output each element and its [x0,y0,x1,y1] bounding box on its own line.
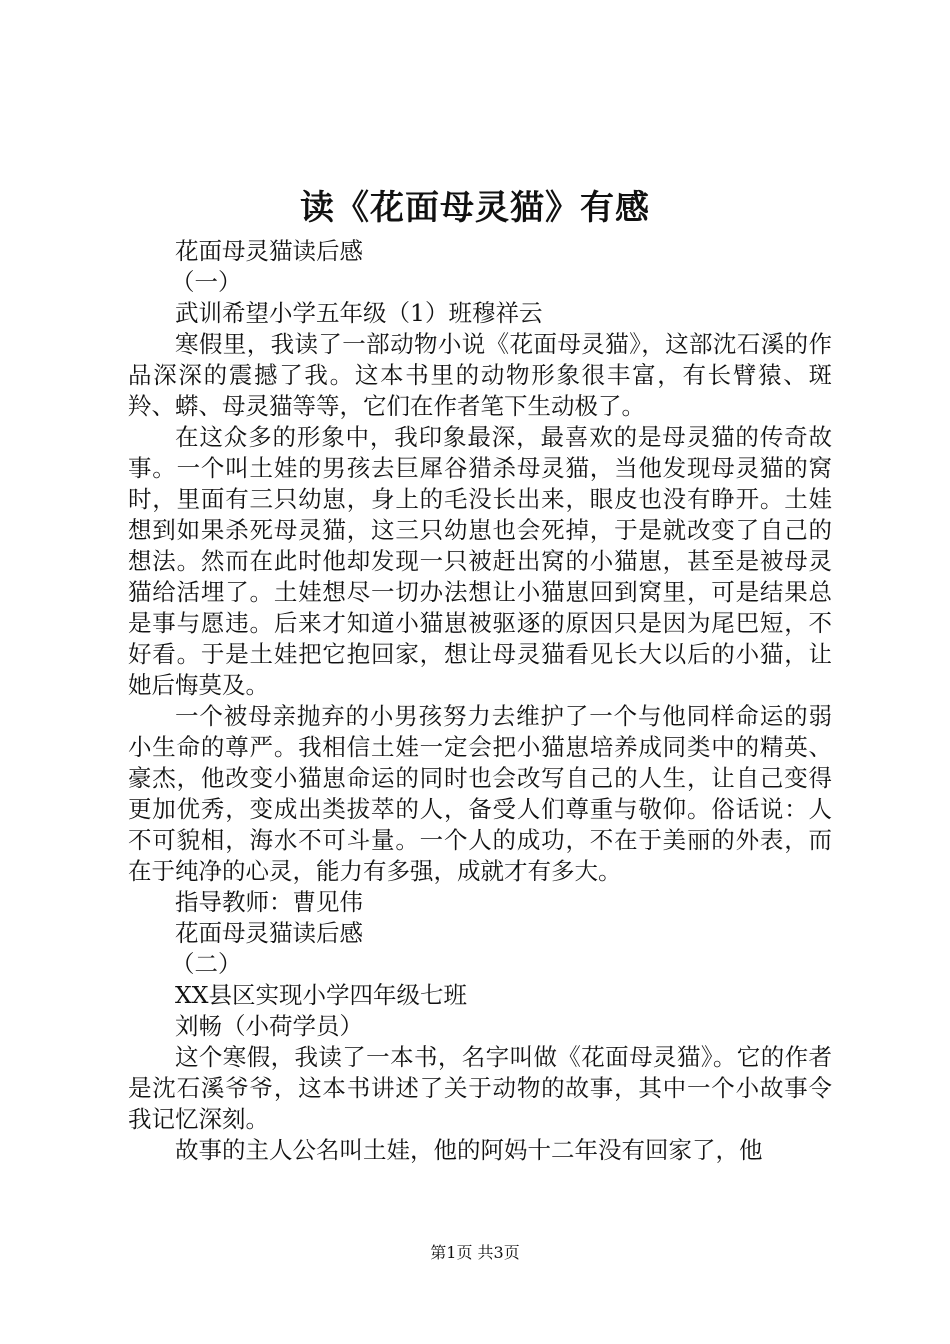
section2-heading: 花面母灵猫读后感 [175,919,363,947]
section2-school: XX县区实现小学四年级七班 [175,981,467,1009]
section2-number: （二） [171,950,242,978]
section1-paragraph-1: 寒假里，我读了一部动物小说《花面母灵猫》，这部沈石溪的作品深深的震撼了我。这本书里的动物形象很丰富，有长臂猿、斑羚、蟒、母灵猫等等，它们在作者笔下生动极了。 [128,330,832,420]
document-title: 读《花面母灵猫》有感 [300,188,650,228]
section1-teacher: 指导教师：曹见伟 [175,888,363,916]
page-footer: 第1页 共3页 [430,1243,520,1262]
section1-author: 武训希望小学五年级（1）班穆祥云 [175,299,543,327]
section1-number: （一） [171,268,242,296]
section1-paragraph-2: 在这众多的形象中，我印象最深，最喜欢的是母灵猫的传奇故事。一个叫土娃的男孩去巨犀谷猎杀母灵猫，当他发现母灵猫的窝时，里面有三只幼崽，身上的毛没长出来，眼皮也没有睁开。土娃想到如果杀死母灵猫，这三只幼崽也会死掉，于是就改变了自己的想法。然而在此时他却发现一只被赶出窝的小猫崽，甚至是被母灵猫给活埋了。土娃想尽一切办法想让小猫崽回到窝里，可是结果总是事与愿违。后来才知道小猫崽被驱逐的原因只是因为尾巴短，不好看。于是土娃把它抱回家，想让母灵猫看见长大以后的小猫，让她后悔莫及。 [128,423,832,699]
document-body [128,236,832,1166]
section2-paragraph-1: 这个寒假，我读了一本书，名字叫做《花面母灵猫》。它的作者是沈石溪爷爷，这本书讲述了关于动物的故事，其中一个小故事令我记忆深刻。 [128,1043,832,1133]
section2-author: 刘畅（小荷学员） [175,1012,363,1040]
section1-paragraph-3: 一个被母亲抛弃的小男孩努力去维护了一个与他同样命运的弱小生命的尊严。我相信土娃一定会把小猫崽培养成同类中的精英、豪杰，他改变小猫崽命运的同时也会改写自己的人生，让自己变得更加优秀，变成出类拔萃的人，备受人们尊重与敬仰。俗话说：人不可貌相，海水不可斗量。一个人的成功，不在于美丽的外表，而在于纯净的心灵，能力有多强，成就才有多大。 [128,702,832,885]
section1-heading: 花面母灵猫读后感 [175,237,363,265]
section2-paragraph-2: 故事的主人公名叫土娃，他的阿妈十二年没有回家了，他 [175,1136,763,1164]
